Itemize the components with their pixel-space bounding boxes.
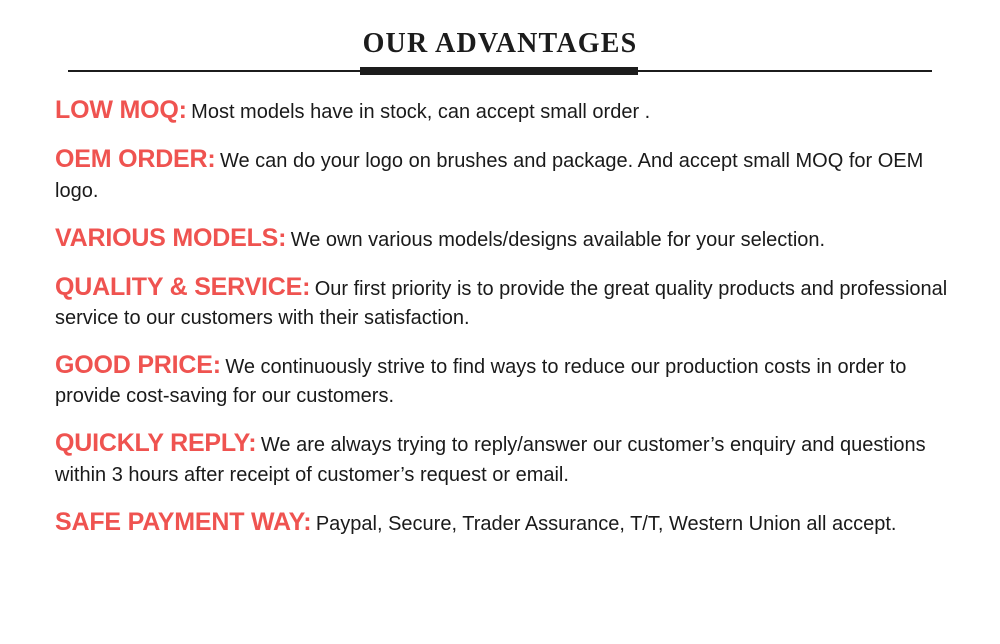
divider-thick-line (360, 67, 638, 75)
advantage-description: We continuously strive to find ways to reduce our production costs in order to provide cost-saving for our customers. (55, 356, 907, 408)
advantage-description: Paypal, Secure, Trader Assurance, T/T, Western Union all accept. (315, 512, 897, 535)
advantage-label: QUICKLY REPLY: (55, 429, 257, 458)
advantage-label: QUALITY & SERVICE: (55, 272, 311, 301)
advantage-description: We own various models/designs available for your selection. (290, 228, 826, 251)
advantage-description: We can do your logo on brushes and package. And accept small MOQ for OEM logo. (55, 150, 924, 202)
page-title: OUR ADVANTAGES (362, 28, 638, 59)
advantage-label: VARIOUS MODELS: (55, 223, 287, 252)
list-item (55, 271, 970, 333)
advantages-list (0, 76, 1000, 539)
advantage-description: We are always trying to reply/answer our customer’s enquiry and questions within 3 hours after receipt of customer’s request or email. (55, 434, 926, 486)
list-item (55, 222, 970, 255)
list-item (55, 506, 970, 539)
advantage-description: Most models have in stock, can accept small order . (191, 101, 651, 123)
advantage-label: GOOD PRICE: (55, 351, 221, 379)
list-item (55, 143, 970, 205)
advantage-description: Our first priority is to provide the great quality products and professional service to our customers with their satisfaction. (55, 277, 948, 329)
list-item (55, 94, 970, 127)
list-item (55, 427, 970, 489)
list-item (55, 349, 970, 411)
advantage-label: OEM ORDER: (55, 145, 216, 174)
title-divider (0, 66, 1000, 76)
advantage-label: LOW MOQ: (55, 96, 187, 124)
advantage-label: SAFE PAYMENT WAY: (55, 507, 312, 536)
